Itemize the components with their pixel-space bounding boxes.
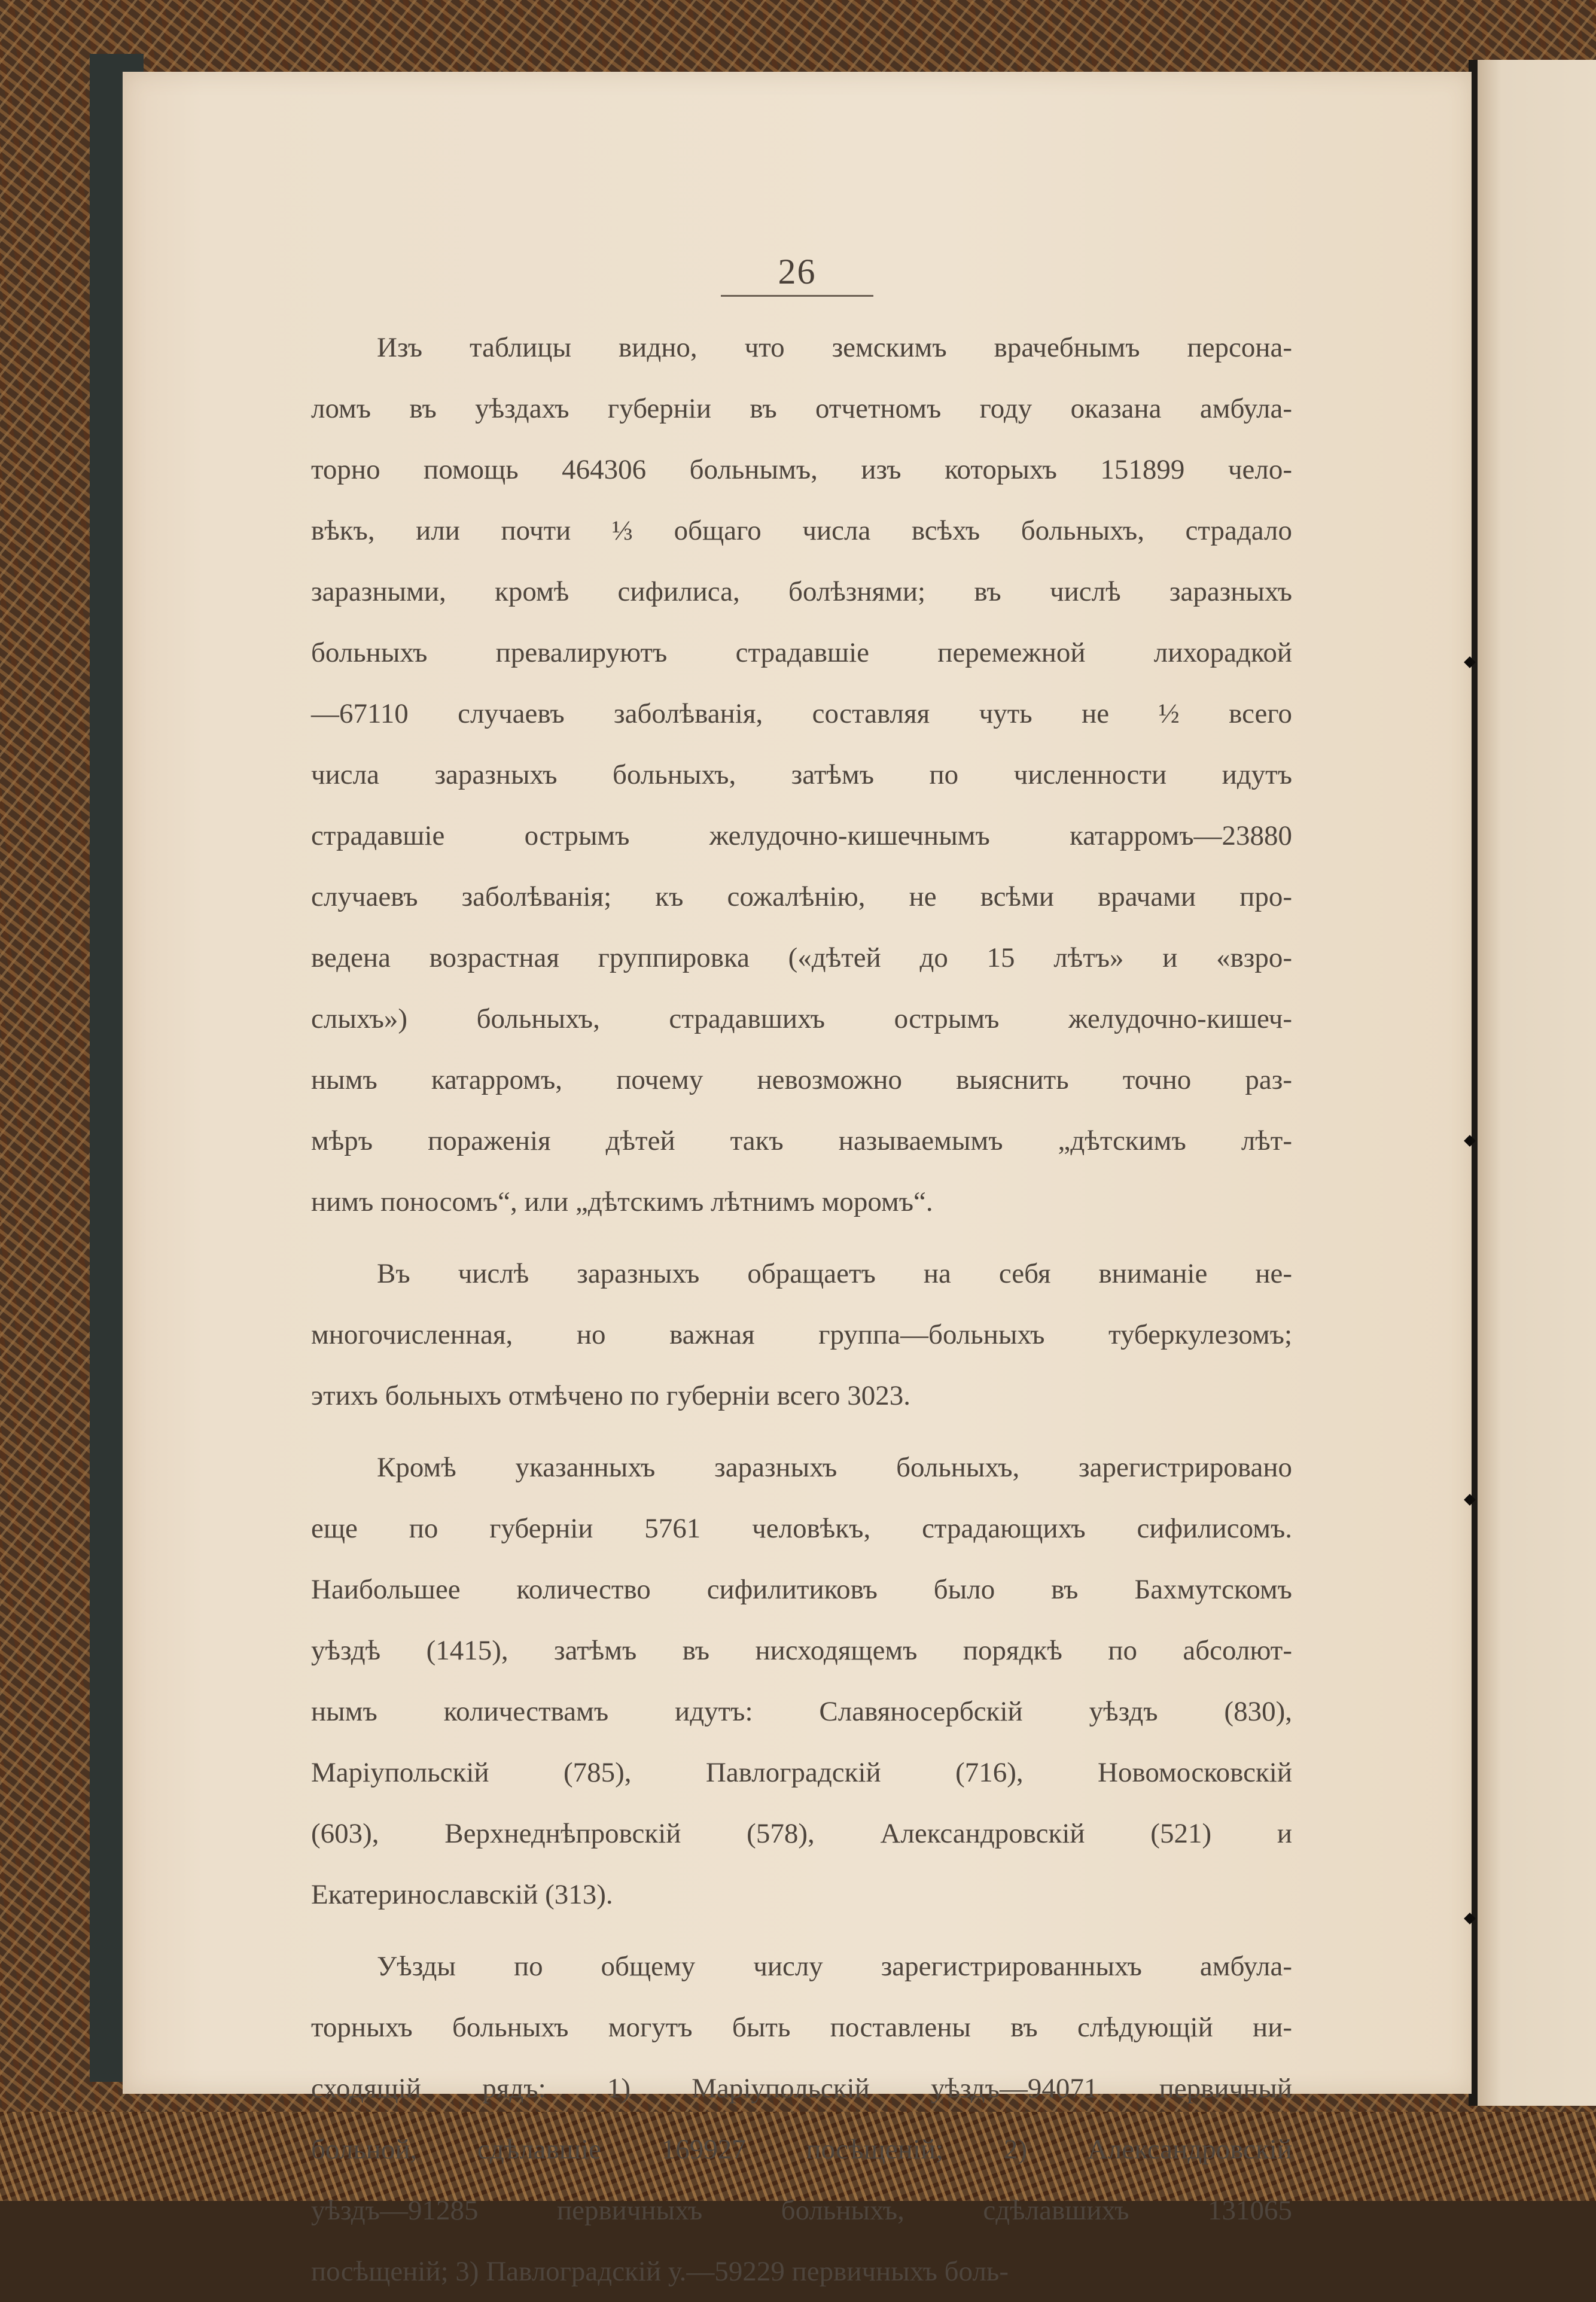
text-line: Изъ таблицы видно, что земскимъ врачебнымъ персона-	[377, 332, 1292, 363]
text-line: Маріупольскій (785), Павлоградскій (716), Новомосковскій	[311, 1757, 1292, 1788]
text-line: сходящій рядъ: 1) Маріупольскій уѣздъ—94071 первичный	[311, 2073, 1292, 2104]
text-line: торно помощь 464306 больнымъ, изъ которыхъ 151899 чело-	[311, 454, 1292, 485]
body-text	[311, 317, 1292, 2302]
text-line: многочисленная, но важная группа—больныхъ туберкулезомъ;	[311, 1319, 1292, 1350]
text-line: (603), Верхнеднѣпровскій (578), Александровскій (521) и	[311, 1818, 1292, 1849]
page-number: 26	[778, 252, 817, 291]
text-line: Въ числѣ заразныхъ обращаетъ на себя вниманіе не-	[377, 1258, 1292, 1289]
text-line: числа заразныхъ больныхъ, затѣмъ по численности идутъ	[311, 759, 1292, 790]
text-line: посѣщеній; 3) Павлоградскій у.—59229 первичныхъ боль-	[311, 2256, 1009, 2287]
text-line: еще по губерніи 5761 человѣкъ, страдающихъ сифилисомъ.	[311, 1513, 1292, 1544]
text-line: этихъ больныхъ отмѣчено по губерніи всего 3023.	[311, 1380, 911, 1411]
facing-page	[1478, 60, 1596, 2106]
paragraph-gap	[311, 1925, 1292, 1936]
text-line: ведена возрастная группировка («дѣтей до 15 лѣтъ» и «взро-	[311, 942, 1292, 973]
text-line: больныхъ превалируютъ страдавшіе перемежной лихорадкой	[311, 637, 1292, 668]
text-line: слыхъ») больныхъ, страдавшихъ острымъ желудочно-кишеч-	[311, 1003, 1292, 1034]
text-line: уѣздъ—91285 первичныхъ больныхъ, сдѣлавшихъ 131065	[311, 2195, 1292, 2226]
text-line: больной, сдѣлавшіе 169927 посѣщеній; 2) Александровскій	[311, 2134, 1292, 2165]
paragraph-gap	[311, 1232, 1292, 1243]
text-line: ломъ въ уѣздахъ губерніи въ отчетномъ году оказана амбула-	[311, 393, 1292, 424]
text-line: нимъ поносомъ“, или „дѣтскимъ лѣтнимъ моромъ“.	[311, 1186, 933, 1217]
text-line: Кромѣ указанныхъ заразныхъ больныхъ, зарегистрировано	[377, 1452, 1292, 1483]
text-line: страдавшіе острымъ желудочно-кишечнымъ катарромъ—23880	[311, 820, 1292, 851]
text-line: Уѣзды по общему числу зарегистрированныхъ амбула-	[377, 1951, 1292, 1982]
book-page	[123, 72, 1472, 2287]
text-line: нымъ количествамъ идутъ: Славяносербскій уѣздъ (830),	[311, 1696, 1292, 1727]
text-line: вѣкъ, или почти ⅓ общаго числа всѣхъ больныхъ, страдало	[311, 515, 1292, 546]
text-line: нымъ катарромъ, почему невозможно выяснить точно раз-	[311, 1064, 1292, 1095]
header-rule	[721, 295, 873, 297]
text-line: Екатеринославскій (313).	[311, 1879, 613, 1910]
paragraph-gap	[311, 1426, 1292, 1437]
text-line: —67110 случаевъ заболѣванія, составляя чуть не ½ всего	[311, 698, 1292, 729]
text-line: торныхъ больныхъ могутъ быть поставлены въ слѣдующій ни-	[311, 2012, 1292, 2043]
text-line: мѣръ пораженія дѣтей такъ называемымъ „дѣтскимъ лѣт-	[311, 1125, 1292, 1156]
text-line: уѣздѣ (1415), затѣмъ въ нисходящемъ порядкѣ по абсолют-	[311, 1635, 1292, 1666]
text-line: заразными, кромѣ сифилиса, болѣзнями; въ числѣ заразныхъ	[311, 576, 1292, 607]
text-line: Наибольшее количество сифилитиковъ было въ Бахмутскомъ	[311, 1574, 1292, 1605]
text-line: случаевъ заболѣванія; къ сожалѣнію, не всѣми врачами про-	[311, 881, 1292, 912]
